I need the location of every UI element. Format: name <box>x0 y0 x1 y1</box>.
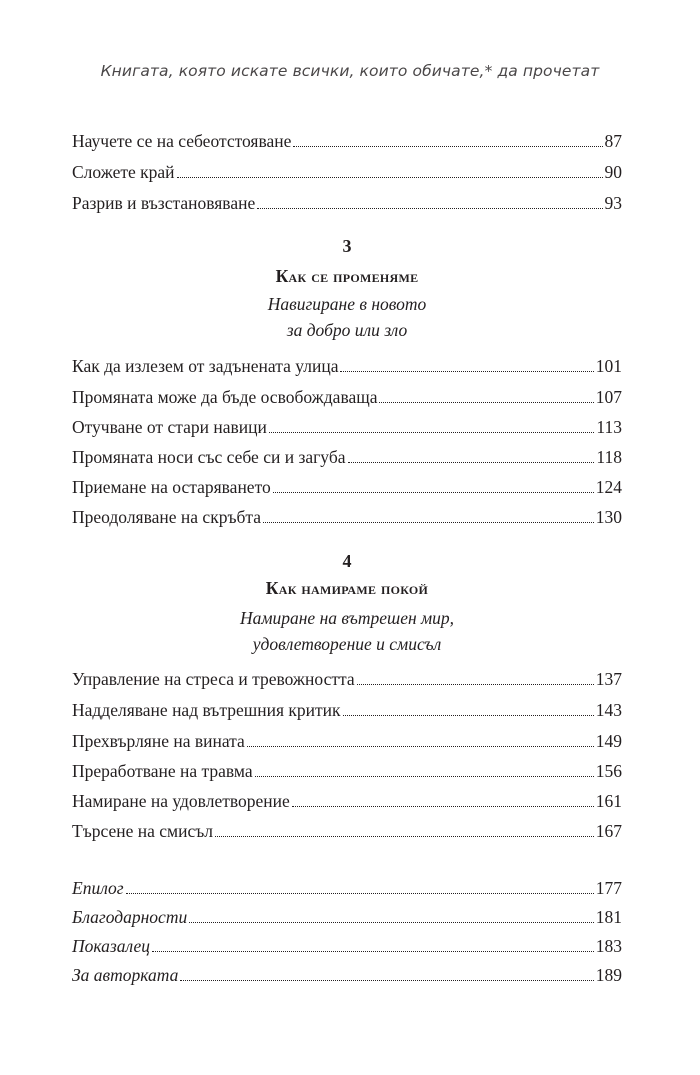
dot-leader <box>343 715 594 716</box>
toc-entry-title: Приемане на остаряването <box>72 477 271 497</box>
toc-entry-title: Отучване от стари навици <box>72 417 267 437</box>
toc-entry-title: Търсене на смисъл <box>72 821 214 841</box>
dot-leader <box>189 922 594 923</box>
toc-entry <box>72 349 622 377</box>
part-subtitle-line: удовлетворение и смисъл <box>252 634 442 654</box>
toc-entry-title: Надделяване над вътрешния критик <box>72 700 341 720</box>
running-header: Книгата, която искате всички, които обичате,* да прочетат <box>100 62 600 80</box>
part-subtitle-line: Навигиране в новото <box>267 294 427 314</box>
toc-entry-title: Преработване на травма <box>72 761 253 781</box>
toc-entry <box>72 662 622 690</box>
toc-entry-title: Преодоляване на скръбта <box>72 507 262 527</box>
dot-leader <box>293 146 602 147</box>
dot-leader <box>152 951 594 952</box>
toc-entry-page: 167 <box>595 821 622 841</box>
dot-leader <box>247 746 594 747</box>
toc-entry-page: 130 <box>595 507 622 527</box>
toc-entry-page: 87 <box>604 131 622 151</box>
dot-leader <box>257 208 602 209</box>
toc-entry-page: 124 <box>595 477 622 497</box>
dot-leader <box>177 177 603 178</box>
toc-entry-page: 149 <box>595 731 622 751</box>
toc-entry <box>72 380 622 408</box>
toc-entry <box>72 724 622 752</box>
toc-entry-title: Научете се на себеотстояване <box>72 131 292 151</box>
toc-entry-page: 113 <box>596 417 622 437</box>
toc-entry-title: Намиране на удовлетворение <box>72 791 290 811</box>
toc-entry-page: 93 <box>604 193 622 213</box>
dot-leader <box>263 522 594 523</box>
toc-entry-page: 183 <box>595 936 622 956</box>
toc-entry-title: За авторката <box>72 965 179 985</box>
toc-entry <box>72 784 622 812</box>
dot-leader <box>357 684 594 685</box>
dot-leader <box>379 402 593 403</box>
toc-entry-title: Промяната може да бъде освобождаваща <box>72 387 378 407</box>
part-title: Как се променяме <box>275 266 419 286</box>
toc-entry-title: Управление на стреса и тревожността <box>72 669 355 689</box>
toc-entry-title: Промяната носи със себе си и загуба <box>72 447 346 467</box>
toc-entry-title: Показалец <box>72 936 151 956</box>
toc-entry <box>72 440 622 468</box>
part-number: 4 <box>342 551 352 571</box>
toc-entry-page: 101 <box>595 356 622 376</box>
toc-entry-title: Как да излезем от задънената улица <box>72 356 339 376</box>
toc-entry <box>72 814 622 842</box>
dot-leader <box>126 893 594 894</box>
toc-entry <box>72 186 622 214</box>
toc-entry <box>72 155 622 183</box>
part-title: Как намираме покой <box>265 578 429 598</box>
part-subtitle-line: за добро или зло <box>286 320 408 340</box>
toc-entry-page: 143 <box>595 700 622 720</box>
toc-entry-page: 107 <box>595 387 622 407</box>
toc-entry-page: 90 <box>604 162 622 182</box>
dot-leader <box>215 836 594 837</box>
dot-leader <box>255 776 594 777</box>
dot-leader <box>340 371 593 372</box>
dot-leader <box>180 980 593 981</box>
toc-entry-title: Епилог <box>72 878 124 898</box>
toc-entry-page: 189 <box>595 965 622 985</box>
dot-leader <box>292 806 594 807</box>
toc-entry-title: Благодарности <box>72 907 188 927</box>
toc-entry-page: 156 <box>595 761 622 781</box>
toc-entry-page: 118 <box>596 447 622 467</box>
dot-leader <box>273 492 594 493</box>
toc-entry-page: 181 <box>595 907 622 927</box>
toc-entry-page: 137 <box>595 669 622 689</box>
toc-entry <box>72 470 622 498</box>
toc-entry <box>72 693 622 721</box>
toc-entry <box>72 124 622 152</box>
toc-entry <box>72 958 622 986</box>
toc-entry-page: 177 <box>595 878 622 898</box>
dot-leader <box>269 432 595 433</box>
toc-entry-title: Разрив и възстановяване <box>72 193 256 213</box>
toc-entry-title: Прехвърляне на вината <box>72 731 245 751</box>
toc-entry <box>72 500 622 528</box>
part-number: 3 <box>342 236 352 256</box>
toc-entry <box>72 900 622 928</box>
toc-entry-page: 161 <box>595 791 622 811</box>
toc-entry <box>72 871 622 899</box>
toc-entry <box>72 410 622 438</box>
toc-entry <box>72 929 622 957</box>
toc-entry-title: Сложете край <box>72 162 175 182</box>
part-subtitle-line: Намиране на вътрешен мир, <box>239 608 455 628</box>
toc-entry <box>72 754 622 782</box>
dot-leader <box>348 462 595 463</box>
